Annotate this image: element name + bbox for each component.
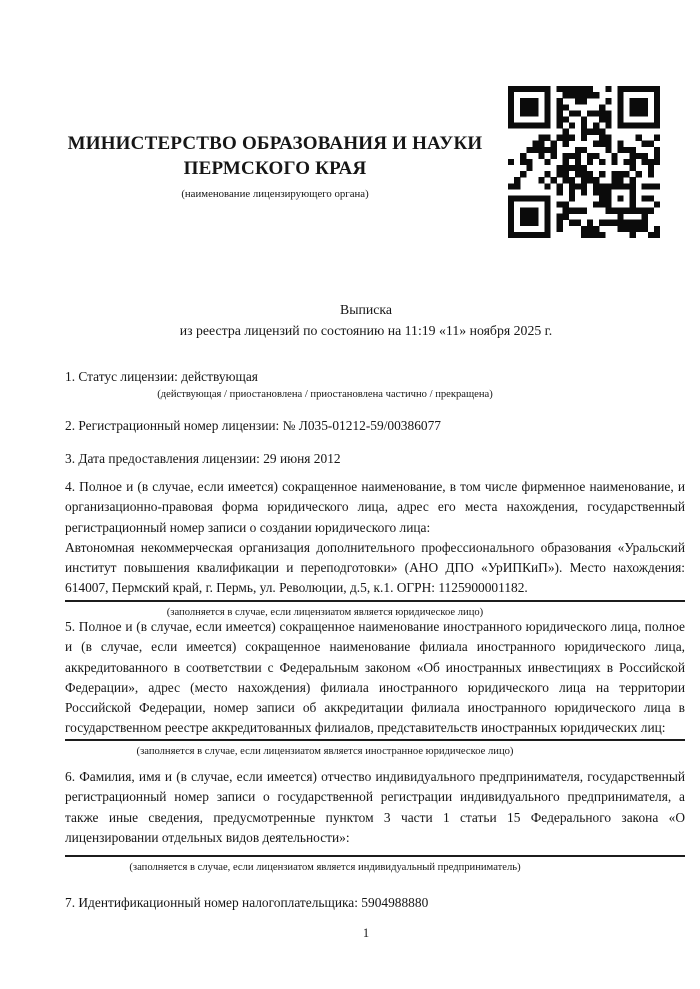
individual-question: 6. Фамилия, имя и (в случае, если имеется) отчество индивидуального предпринимателя, государственный регистрационный номер записи о государственной регистрации индивидуального предпринимателя, а также иные сведения, предусмотренные пунктом 3 части 1 статьи 15 Федерального закона «О лицензировании отдельных видов деятельности»: (65, 769, 685, 845)
foreign-entity-question: 5. Полное и (в случае, если имеется) сокращенное наименование иностранного юридического лица, полное и (в случае, если имеется) сокращенное наименование филиала иностранного юридического лица, аккредитованного в соответствии с Федеральным законом «Об иностранных инвестициях в Российской Федерации», адрес (место нахождения) филиала иностранного юридического лица на территории Российской Федерации, номер записи об аккредитации филиала иностранного юридического лица в государственном реестре аккредитованных филиалов, представительств иностранных юридических лиц: (65, 619, 685, 736)
individual-blank-line (65, 855, 685, 857)
authority-name-line2: ПЕРМСКОГО КРАЯ (183, 158, 367, 179)
item-license-status: 1. Статус лицензии: действующая (65, 369, 258, 384)
legal-entity-note: (заполняется в случае, если лицензиатом является юридическое лицо) (166, 606, 484, 618)
individual-note: (заполняется в случае, если лицензиатом является индивидуальный предприниматель) (129, 862, 521, 874)
document-title-line2: из реестра лицензий по состоянию на 11:19 «11» ноября 2025 г. (179, 323, 553, 338)
foreign-entity-note: (заполняется в случае, если лицензиатом является иностранное юридическое лицо) (136, 745, 514, 757)
qr-code-icon (505, 83, 663, 241)
document-title (65, 299, 667, 341)
authority-name-caption: (наименование лицензирующего органа) (181, 188, 369, 200)
item-grant-date: 3. Дата предоставления лицензии: 29 июня 2012 (65, 451, 341, 466)
document-title-line1: Выписка (340, 302, 392, 317)
item-foreign-entity (65, 617, 685, 758)
item-individual-entrepreneur (65, 767, 685, 874)
foreign-entity-blank-line (65, 739, 685, 741)
item-legal-entity (65, 477, 685, 619)
licensing-authority-header (65, 131, 485, 201)
page-number: 1 (362, 926, 370, 940)
item-registration-number: 2. Регистрационный номер лицензии: № Л035-01212-59/00386077 (65, 418, 441, 433)
legal-entity-question: 4. Полное и (в случае, если имеется) сокращенное наименование, в том числе фирменное наименование, и организационно-правовая форма юридического лица, адрес его места нахождения, государственный регистрационный номер записи о создании юридического лица: (65, 479, 685, 535)
item-license-status-note: (действующая / приостановлена / приостановлена частично / прекращена) (157, 389, 493, 400)
authority-name-line1: МИНИСТЕРСТВО ОБРАЗОВАНИЯ И НАУКИ (67, 133, 483, 154)
legal-entity-value: Автономная некоммерческая организация дополнительного профессионального образования «Уральский институт повышения квалификации и переподготовки» (АНО ДПО «УрИПКиП»). Место нахождения: 614007, Пермский край, г. Пермь, ул. Революции, д.5, к.1. ОГРН: 1125900001182. (65, 538, 685, 602)
item-taxpayer-id: 7. Идентификационный номер налогоплательщика: 5904988880 (65, 895, 429, 910)
